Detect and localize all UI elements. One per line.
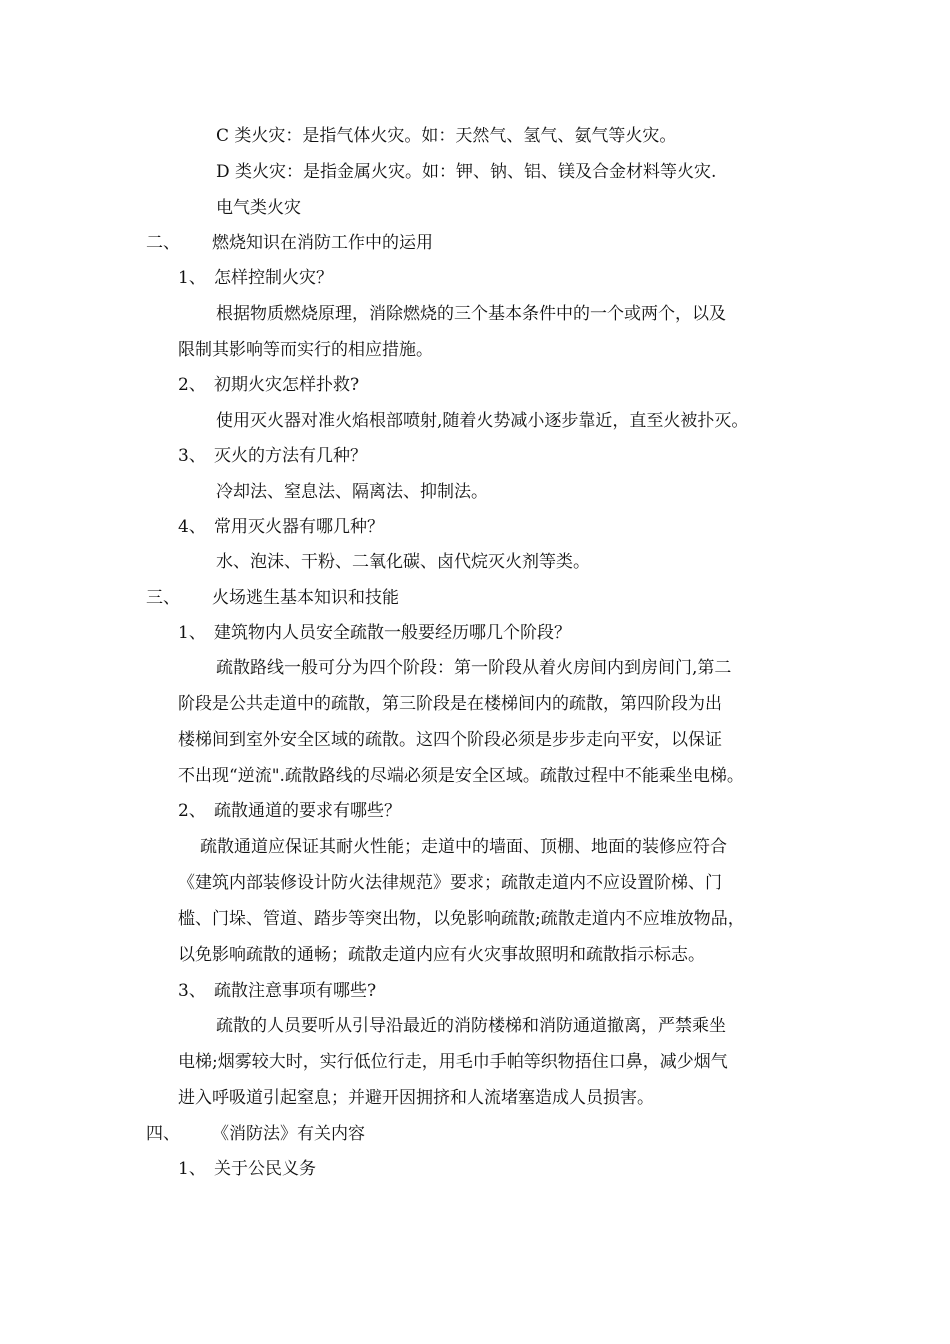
item-title: 疏散通道的要求有哪些？ <box>214 801 401 821</box>
item-number: 1、 <box>178 268 206 288</box>
section-number: 二、 <box>146 233 180 253</box>
text-line: 槛、门垛、管道、踏步等突出物，以免影响疏散;疏散走道内不应堆放物品， <box>178 909 745 929</box>
list-item <box>178 1157 316 1181</box>
item-title: 疏散注意事项有哪些? <box>214 981 377 1001</box>
section-number: 四、 <box>146 1124 180 1144</box>
list-item <box>178 515 384 539</box>
item-title: 怎样控制火灾？ <box>214 268 333 288</box>
text-line: 电气类火灾 <box>216 198 301 218</box>
list-item <box>178 979 376 1003</box>
item-number: 4、 <box>178 517 206 537</box>
list-item <box>178 266 333 290</box>
text-line: 使用灭火器对准火焰根部喷射,随着火势减小逐步靠近，直至火被扑灭。 <box>216 411 749 431</box>
text-line: 疏散路线一般可分为四个阶段：第一阶段从着火房间内到房间门,第二 <box>216 658 732 678</box>
text-line: C 类火灾：是指气体火灾。如：天然气、氢气、氨气等火灾。 <box>216 126 677 146</box>
section-title: 火场逃生基本知识和技能 <box>212 588 399 608</box>
text-line: 阶段是公共走道中的疏散，第三阶段是在楼梯间内的疏散，第四阶段为出 <box>178 694 722 714</box>
text-line: D 类火灾：是指金属火灾。如：钾、钠、铝、镁及合金材料等火灾. <box>216 162 717 182</box>
list-item <box>178 444 367 468</box>
text-line: 水、泡沫、干粉、二氧化碳、卤代烷灭火剂等类。 <box>216 552 590 572</box>
item-title: 灭火的方法有几种？ <box>214 446 367 466</box>
item-number: 2、 <box>178 801 206 821</box>
list-item <box>178 799 401 823</box>
item-title: 常用灭火器有哪几种？ <box>214 517 384 537</box>
text-line: 疏散的人员要听从引导沿最近的消防楼梯和消防通道撤离，严禁乘坐 <box>216 1016 726 1036</box>
item-number: 3、 <box>178 446 206 466</box>
text-line: 冷却法、窒息法、隔离法、抑制法。 <box>216 482 488 502</box>
text-line: 限制其影响等而实行的相应措施。 <box>178 340 433 360</box>
item-title: 关于公民义务 <box>214 1159 316 1179</box>
text-line: 《建筑内部装修设计防火法律规范》要求；疏散走道内不应设置阶梯、门 <box>178 873 722 893</box>
text-line: 楼梯间到室外安全区域的疏散。这四个阶段必须是步步走向平安，以保证 <box>178 730 722 750</box>
text-line: 以免影响疏散的通畅；疏散走道内应有火灾事故照明和疏散指示标志。 <box>178 945 705 965</box>
item-number: 2、 <box>178 375 206 395</box>
text-line: 根据物质燃烧原理，消除燃烧的三个基本条件中的一个或两个，以及 <box>216 304 726 324</box>
list-item <box>178 621 571 645</box>
list-item <box>178 373 359 397</box>
item-number: 3、 <box>178 981 206 1001</box>
section-heading <box>146 586 399 610</box>
section-title: 《消防法》有关内容 <box>212 1124 365 1144</box>
section-number: 三、 <box>146 588 180 608</box>
section-title: 燃烧知识在消防工作中的运用 <box>212 233 433 253</box>
section-heading <box>146 231 433 255</box>
text-line: 疏散通道应保证其耐火性能；走道中的墙面、顶棚、地面的装修应符合 <box>200 837 727 857</box>
section-heading <box>146 1122 365 1146</box>
text-line: 不出现“逆流".疏散路线的尽端必须是安全区域。疏散过程中不能乘坐电梯。 <box>178 766 744 786</box>
item-number: 1、 <box>178 623 206 643</box>
text-line: 进入呼吸道引起窒息；并避开因拥挤和人流堵塞造成人员损害。 <box>178 1088 654 1108</box>
item-title: 初期火灾怎样扑救? <box>214 375 360 395</box>
text-line: 电梯;烟雾较大时，实行低位行走，用毛巾手帕等织物捂住口鼻，减少烟气 <box>178 1052 728 1072</box>
item-number: 1、 <box>178 1159 206 1179</box>
item-title: 建筑物内人员安全疏散一般要经历哪几个阶段？ <box>214 623 571 643</box>
